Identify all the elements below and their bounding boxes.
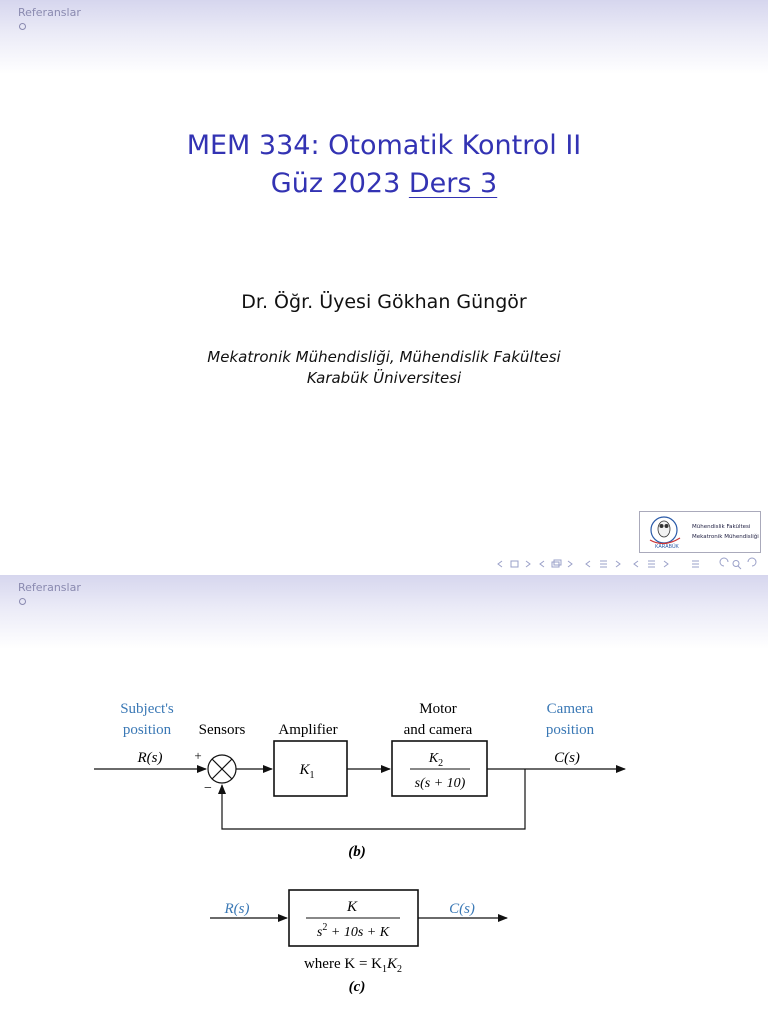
nav-appendix-icon[interactable] xyxy=(692,561,699,567)
logo-faculty-text: Mühendislik Fakültesi xyxy=(692,524,751,530)
k2-denominator: s(s + 10) xyxy=(414,776,466,791)
input-rs-label: R(s) xyxy=(137,750,163,766)
section-nav-link[interactable]: Referanslar xyxy=(18,6,81,19)
slide-header xyxy=(0,0,768,74)
minus-sign: − xyxy=(204,781,212,796)
term-label: Güz 2023 xyxy=(270,168,409,199)
slide-header xyxy=(0,575,768,649)
nav-section-icon[interactable] xyxy=(600,561,607,567)
subject-position-label-2: position xyxy=(122,722,172,738)
owl-logo-icon xyxy=(640,512,692,552)
nav-prev-frame-icon[interactable] xyxy=(526,561,530,567)
nav-redo-icon[interactable] xyxy=(748,558,756,566)
nav-part-icon[interactable] xyxy=(648,561,655,567)
amplifier-label: Amplifier xyxy=(278,722,338,738)
motor-label-2: and camera xyxy=(403,722,473,738)
section-nav-link[interactable]: Referanslar xyxy=(18,581,81,594)
c-where-text: where $K = K_1K_2$ xyxy=(303,956,403,975)
summing-junction xyxy=(208,755,236,783)
c-output-cs-label: C(s) xyxy=(449,901,475,917)
nav-prev-section-icon[interactable] xyxy=(586,561,590,567)
sensors-label: Sensors xyxy=(198,722,246,738)
nav-subsection-icon[interactable] xyxy=(552,560,561,567)
diagram-b xyxy=(94,701,625,860)
nav-next-section-icon[interactable] xyxy=(616,561,620,567)
k2-numerator: $K_2$ xyxy=(428,751,444,769)
diagram-c xyxy=(210,890,507,995)
author-name: Dr. Öğr. Üyesi Gökhan Güngör xyxy=(241,291,527,313)
subject-position-label-1: Subject's xyxy=(120,701,174,717)
nav-search-icon[interactable] xyxy=(733,561,741,570)
c-denominator: $s^2 + 10s + K$ xyxy=(316,922,390,940)
caption-b: (b) xyxy=(348,844,366,860)
university-logo xyxy=(639,511,761,553)
institution-university: Karabük Üniversitesi xyxy=(306,369,462,387)
gain-k1-text: $K_1$ xyxy=(299,762,315,781)
nav-undo-icon[interactable] xyxy=(720,558,728,566)
c-numerator: K xyxy=(346,899,358,915)
subsection-dot-icon[interactable] xyxy=(19,23,26,30)
logo-badge-text: KARABÜK xyxy=(655,544,679,550)
institution-department: Mekatronik Mühendisliği, Mühendislik Fakültesi xyxy=(207,348,561,366)
plus-sign: + xyxy=(194,748,202,763)
nav-prev-subsection-icon[interactable] xyxy=(540,561,544,567)
logo-department-text: Mekatronik Mühendisliği xyxy=(692,534,759,540)
beamer-navigation-bar xyxy=(496,557,764,571)
lecture-title: MEM 334: Otomatik Kontrol II xyxy=(186,130,582,161)
nav-next-subsection-icon[interactable] xyxy=(568,561,572,567)
subsection-dot-icon[interactable] xyxy=(19,598,26,605)
block-diagram-figure xyxy=(82,652,642,1002)
c-input-rs-label: R(s) xyxy=(224,901,250,917)
output-cs-label: C(s) xyxy=(554,750,580,766)
caption-c: (c) xyxy=(348,979,366,995)
motor-label-1: Motor xyxy=(419,701,457,717)
camera-position-label-1: Camera xyxy=(546,701,594,717)
nav-prev-part-icon[interactable] xyxy=(634,561,638,567)
nav-frame-icon[interactable] xyxy=(511,561,518,567)
amplifier-block xyxy=(274,741,347,796)
lecture-number-link[interactable]: Ders 3 xyxy=(408,168,498,199)
nav-next-part-icon[interactable] xyxy=(664,561,668,567)
lecture-subtitle xyxy=(0,168,768,199)
nav-first-icon[interactable] xyxy=(498,561,502,567)
camera-position-label-2: position xyxy=(545,722,595,738)
